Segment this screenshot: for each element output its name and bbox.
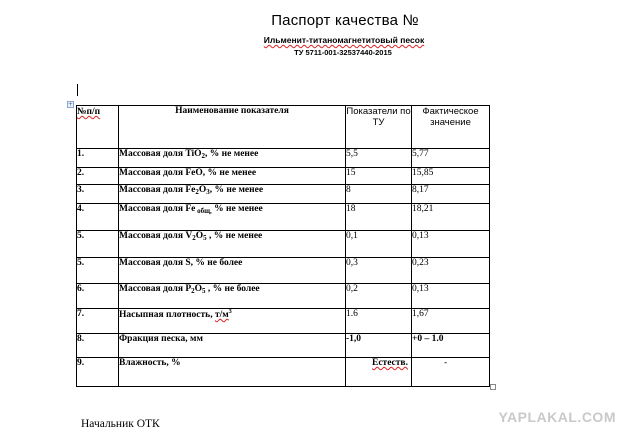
row-norm: 0,2 bbox=[346, 284, 412, 309]
row-name: Массовая доля Fe $_{общ,}$ % не менее bbox=[119, 204, 346, 231]
header-norm: Показатели по ТУ bbox=[346, 106, 412, 149]
document-subtitle: Ильменит-титаномагнетитовый песок bbox=[263, 35, 425, 45]
table-move-handle-icon[interactable]: + bbox=[68, 101, 74, 108]
row-num: 1. bbox=[77, 149, 119, 168]
row-fact: 0,13 bbox=[412, 231, 490, 258]
row-name: Массовая доля $V_2O_5$ , % не менее bbox=[119, 231, 346, 258]
table-row bbox=[77, 358, 490, 387]
row-fact: 5,77 bbox=[412, 149, 490, 168]
table-row bbox=[77, 284, 490, 309]
row-norm: 0,1 bbox=[346, 231, 412, 258]
row-fact: 0,23 bbox=[412, 258, 490, 284]
row-norm: -1,0 bbox=[346, 334, 412, 358]
watermark: YAPLAKAL.COM bbox=[498, 409, 616, 425]
row-num: 3. bbox=[77, 185, 119, 204]
row-norm: 18 bbox=[346, 204, 412, 231]
text-cursor bbox=[77, 84, 78, 96]
row-fact: +0 – 1.0 bbox=[412, 334, 490, 358]
document-title: Паспорт качества № bbox=[271, 12, 419, 29]
row-name: Фракция песка, мм bbox=[119, 334, 346, 358]
row-num: 7. bbox=[77, 309, 119, 334]
row-norm: 5,5 bbox=[346, 149, 412, 168]
row-norm: 8 bbox=[346, 185, 412, 204]
row-name: Массовая доля S, % не более bbox=[119, 258, 346, 284]
row-name: Насыпная плотность, $т/м^3$ bbox=[119, 309, 346, 334]
row-fact: 0,13 bbox=[412, 284, 490, 309]
row-num: 2. bbox=[77, 168, 119, 185]
row-name: Влажность, % bbox=[119, 358, 346, 387]
table-row bbox=[77, 149, 490, 168]
row-norm: Естеств. bbox=[346, 358, 412, 387]
row-num: 5. bbox=[77, 258, 119, 284]
footer-signature-label: Начальник ОТК bbox=[81, 418, 160, 430]
row-norm: 0,3 bbox=[346, 258, 412, 284]
table-row bbox=[77, 258, 490, 284]
quality-table bbox=[76, 105, 490, 387]
row-fact: 18,21 bbox=[412, 204, 490, 231]
table-resize-handle[interactable] bbox=[490, 384, 496, 390]
row-fact: 8,17 bbox=[412, 185, 490, 204]
row-num: 8. bbox=[77, 334, 119, 358]
row-num: 9. bbox=[77, 358, 119, 387]
table-header-row bbox=[77, 106, 490, 149]
table-row bbox=[77, 185, 490, 204]
table-row bbox=[77, 168, 490, 185]
row-norm: 15 bbox=[346, 168, 412, 185]
row-num: 5. bbox=[77, 231, 119, 258]
row-num: 6. bbox=[77, 284, 119, 309]
row-name: Массовая доля $P_2O_5$ , % не более bbox=[119, 284, 346, 309]
header-name: Наименование показателя bbox=[119, 106, 346, 149]
row-name: Массовая доля FeO, % не менее bbox=[119, 168, 346, 185]
document-spec: ТУ 5711-001-32537440-2015 bbox=[294, 48, 392, 57]
row-num: 4. bbox=[77, 204, 119, 231]
row-name: Массовая доля TiO$_2$, % не менее bbox=[119, 149, 346, 168]
table-row bbox=[77, 334, 490, 358]
table-row bbox=[77, 204, 490, 231]
table-row bbox=[77, 231, 490, 258]
row-fact: 15,85 bbox=[412, 168, 490, 185]
header-fact: Фактическое значение bbox=[412, 106, 490, 149]
row-fact: 1,67 bbox=[412, 309, 490, 334]
table-row bbox=[77, 309, 490, 334]
row-name: Массовая доля $Fe_2O_3$, % не менее bbox=[119, 185, 346, 204]
row-norm: 1.6 bbox=[346, 309, 412, 334]
header-num: №п/п bbox=[77, 106, 119, 149]
row-fact: - bbox=[412, 358, 490, 387]
